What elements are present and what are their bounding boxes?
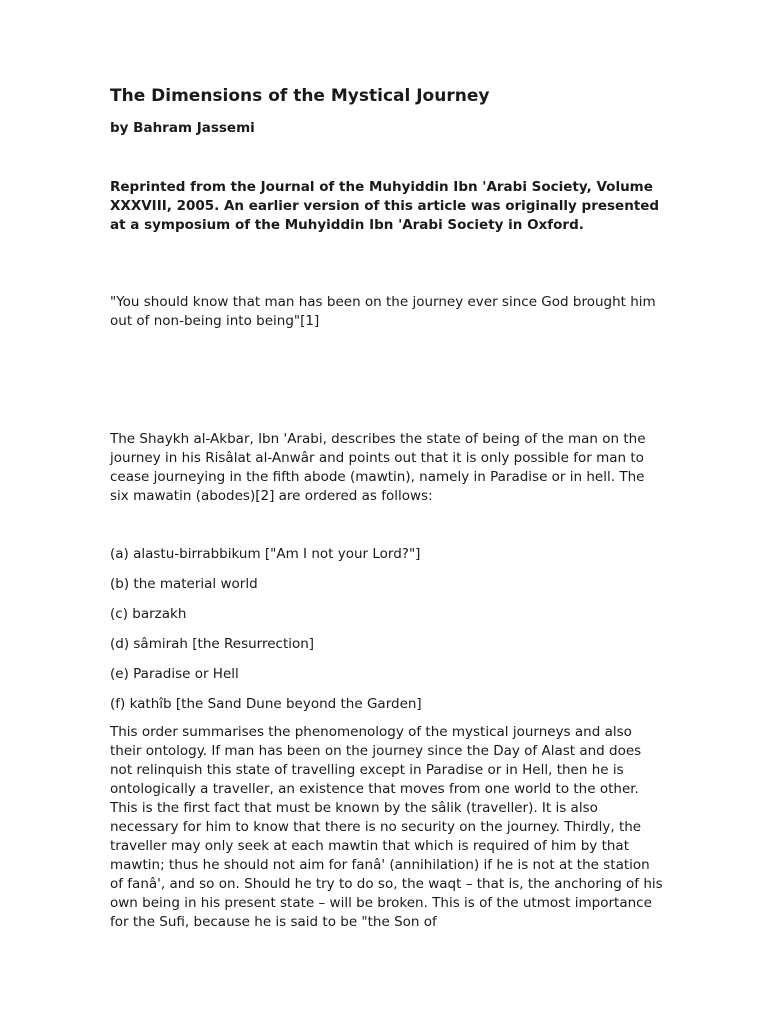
intro-paragraph: The Shaykh al-Akbar, Ibn 'Arabi, describes the state of being of the man on the journey in his Risâlat al-Anwâr and points out that it is only possible for man to cease journeying in the fifth abode (mawtin), namely in Paradise or in hell. The six mawatin (abodes)[2] are ordered as follows: xyxy=(110,431,646,504)
reprint-note: Reprinted from the Journal of the Muhyiddin Ibn 'Arabi Society, Volume XXXVIII, 2005. An earlier version of this article was originally presented at a symposium of the Muhyiddin Ibn 'Arabi Society in Oxford. xyxy=(110,179,660,233)
abodes-list xyxy=(110,545,422,725)
abode-item-b: (b) the material world xyxy=(110,576,258,592)
abode-item-c: (c) barzakh xyxy=(110,606,187,622)
abode-item-a: (a) alastu-birrabbikum ["Am I not your Lord?"] xyxy=(110,546,421,562)
abode-item-d: (d) sâmirah [the Resurrection] xyxy=(110,636,315,652)
abode-item-e: (e) Paradise or Hell xyxy=(110,666,239,682)
abode-item-f: (f) kathîb [the Sand Dune beyond the Garden] xyxy=(110,696,422,712)
body-paragraph: This order summarises the phenomenology of the mystical journeys and also their ontology. If man has been on the journey since the Day of Alast and does not relinquish this state of travelling except in Paradise or in Hell, then he is ontologically a traveller, an existence that moves from one world to the other. This is the first fact that must be known by the sâlik (traveller). It is also necessary for him to know that there is no security on the journey. Thirdly, the traveller may only seek at each mawtin that which is required of him by that mawtin; thus he should not aim for fanâ' (annihilation) if he is not at the station of fanâ', and so on. Should he try to do so, the waqt – that is, the anchoring of his own being in his present state – will be broken. This is of the utmost importance for the Sufi, because he is said to be "the Son of xyxy=(110,724,663,930)
article-title: The Dimensions of the Mystical Journey xyxy=(110,86,490,106)
epigraph-quote: "You should know that man has been on the journey ever since God brought him out of non-being into being"[1] xyxy=(110,294,656,329)
article-byline: by Bahram Jassemi xyxy=(110,120,255,136)
